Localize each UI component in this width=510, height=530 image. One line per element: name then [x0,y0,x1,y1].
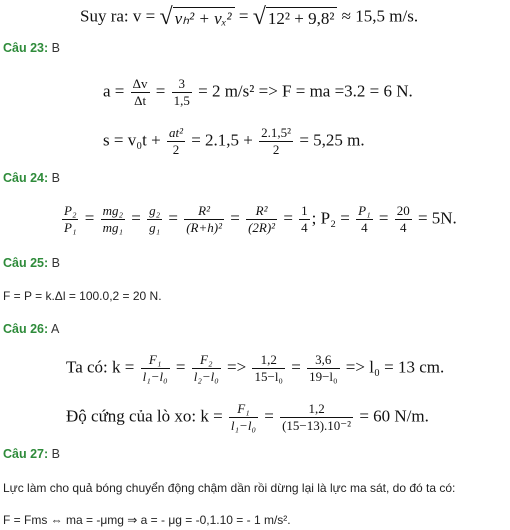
fraction: $\frac{1,2}{\text{15−l₀}}$ [254,352,283,384]
fraction: $\frac{\text{R²}}{\text{(R+h)²}}$ [186,203,222,235]
fraction: $\frac{\text{P₁}}{4}$ [358,203,371,235]
equation-velocity-result: Suy ra: v = √ vₕ² + vₓ² = √ 12² + 9,8² ≈ 15,5 m/s. [80,4,419,30]
question-25-label: Câu 25: B [3,256,60,270]
fraction: $\frac{\text{F₁}}{\text{l₁−l₀}}$ [142,352,168,384]
fraction: $\frac{1,2}{\text{(15−13).10⁻²}}$ [282,401,352,433]
fraction: $\frac{\text{mg₂}}{\text{mg₁}}$ [102,203,123,235]
equation-24-weight: $\frac{\text{P₂}}{\text{P₁}}$ = $\frac{\text{mg₂}}{\text{mg₁}}$ = $\frac{\text{g₂}}{\text{g₁}}$ = $\frac{\text{R²}}{\text{(R+h)²}}$ = $\frac{\text{R²}}{\text{(2R)²}}$ = $\frac{1}{4}$ ; P₂ = $\frac{\text{P₁}}{4}$ = $\frac{20}{4}$ = 5N. [64,203,457,235]
equation-23-distance: s = v₀t + $\frac{\text{at²}}{2}$ = 2.1,5 + $\frac{\text{2.1,5²}}{2}$ = 5,25 m. [103,125,365,157]
equation-23-acceleration: a = $\frac{\Delta v}{\Delta t}$ = $\frac{3}{1,5}$ = 2 m/s² => F = ma =3.2 = 6 N. [103,76,413,108]
fraction: $\frac{\text{g₂}}{\text{g₁}}$ [149,203,161,235]
question-24-label: Câu 24: B [3,171,60,185]
fraction: $\frac{20}{4}$ [396,203,410,235]
question-23-label: Câu 23: B [3,41,60,55]
fraction: $\frac{\text{F₁}}{\text{l₁−l₀}}$ [230,401,256,433]
eq-lead: Suy ra: v = [80,6,160,26]
fraction: $\frac{3,6}{\text{19−l₀}}$ [309,352,338,384]
question-27-label: Câu 27: B [3,447,60,461]
fraction: $\frac{\text{P₂}}{\text{P₁}}$ [64,203,77,235]
answer-27-formula: F = Fms ⇔ ma = -μmg ⇒ a = - μg = -0,1.10 = - 1 m/s². [3,513,291,527]
fraction: $\frac{\text{F₂}}{\text{l₂−l₀}}$ [193,352,219,384]
fraction: $\frac{\text{R²}}{\text{(2R)²}}$ [248,203,276,235]
fraction: $\frac{1}{4}$ [301,203,308,235]
equation-26-spring-constant: Ta có: k = $\frac{\text{F₁}}{\text{l₁−l₀}}$ = $\frac{\text{F₂}}{\text{l₂−l₀}}$ => $\frac{1,2}{\text{15−l₀}}$ = $\frac{3,6}{\text{19−l₀}}$ => l₀ = 13 cm. [66,352,445,384]
fraction: $\frac{3}{1,5}$ [173,76,190,108]
fraction: $\frac{\text{2.1,5²}}{2}$ [261,125,292,157]
question-26-label: Câu 26: A [3,322,60,336]
sqrt-expression: √ vₕ² + vₓ² [159,4,234,31]
answer-25-text: F = P = k.Δl = 100.0,2 = 20 N. [3,289,162,303]
sqrt-expression: √ 12² + 9,8² [253,4,338,31]
fraction: $\frac{\text{at²}}{2}$ [168,125,183,157]
equation-26-stiffness: Độ cứng của lò xo: k = $\frac{\text{F₁}}{\text{l₁−l₀}}$ = $\frac{1,2}{\text{(15−13).10⁻²}}$ = 60 N/m. [66,401,429,433]
fraction: $\frac{\Delta v}{\Delta t}$ [132,76,148,108]
answer-27-explanation: Lực làm cho quả bóng chuyển động chậm dần rồi dừng lại là lực ma sát, do đó ta có: [3,481,456,495]
